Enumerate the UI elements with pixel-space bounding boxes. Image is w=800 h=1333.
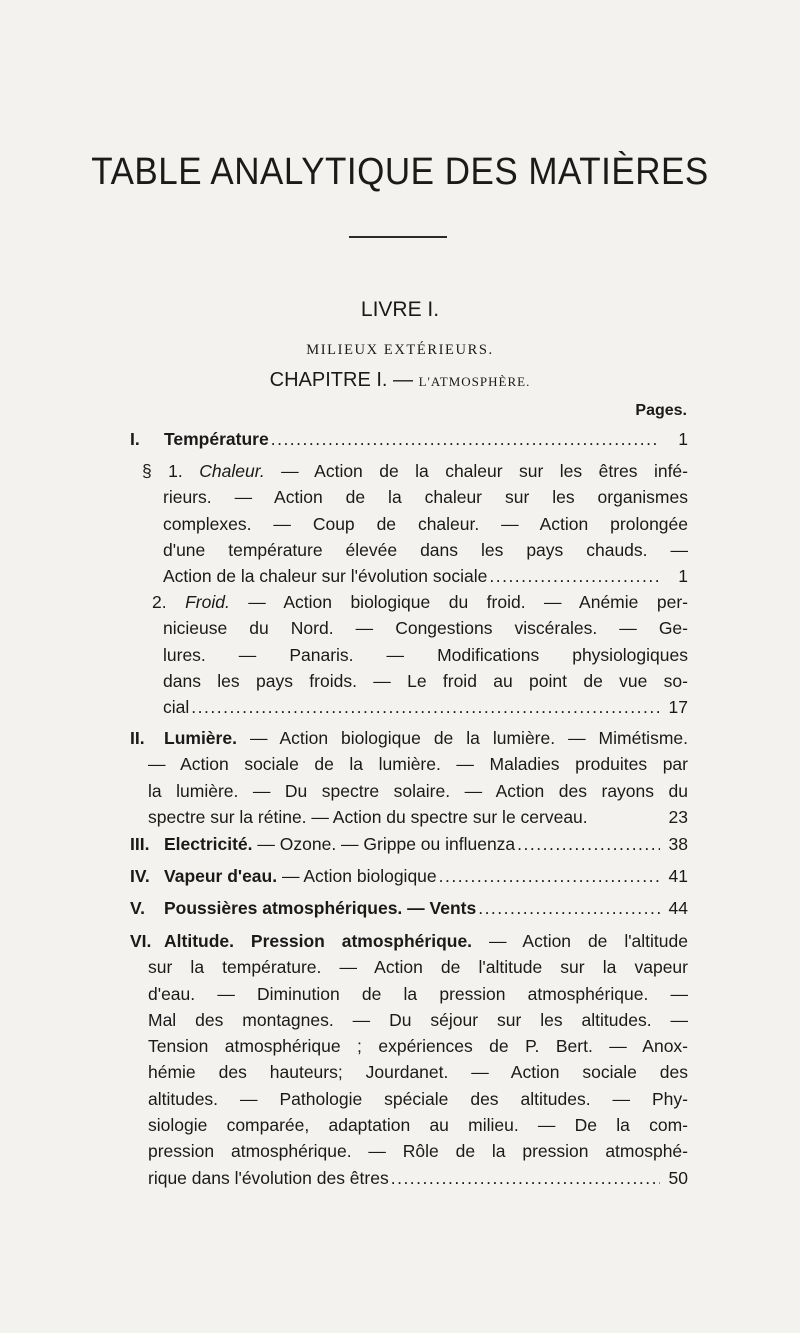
- entry-line: d'eau. — Diminution de la pression atmosphérique. —: [148, 983, 688, 1004]
- entry-title: Température: [164, 429, 269, 449]
- page-title: TABLE ANALYTIQUE DES MATIÈRES: [91, 150, 709, 193]
- entry-line: — Action de l'altitude: [472, 931, 688, 951]
- entry-line: Action biologique du froid. — Anémie per-: [283, 592, 688, 612]
- toc-entry-lumiere: [130, 725, 688, 830]
- chapitre-subtitle: L'ATMOSPHÈRE.: [418, 374, 531, 389]
- entry-line: Action de la chaleur sur les êtres infé-: [314, 461, 688, 481]
- page-number: 38: [668, 834, 688, 854]
- entry-line: complexes. — Coup de chaleur. — Action prolongée: [163, 513, 688, 534]
- entry-line: Mal des montagnes. — Du séjour sur les altitudes. —: [148, 1009, 688, 1030]
- entry-title: Chaleur. —: [199, 461, 299, 481]
- page-number: 44: [668, 898, 688, 918]
- entry-number: I.: [130, 429, 140, 449]
- leader-dots: [517, 831, 660, 857]
- entry-line: la lumière. — Du spectre solaire. — Action des rayons du: [148, 780, 688, 801]
- entry-number: § 1.: [142, 461, 183, 481]
- entry-line: siologie comparée, adaptation au milieu. — De la com-: [148, 1115, 688, 1136]
- page-number: 17: [668, 697, 688, 718]
- leader-dots: [391, 1165, 660, 1191]
- chapitre-label: CHAPITRE I. —: [269, 369, 419, 391]
- entry-line: nicieuse du Nord. — Congestions viscérales. — Ge-: [163, 618, 688, 639]
- livre-subtitle: MILIEUX EXTÉRIEURS.: [306, 342, 494, 358]
- entry-title: Altitude. Pression atmosphérique.: [164, 931, 473, 951]
- page-number: 1: [678, 566, 688, 587]
- leader-dots: [478, 895, 660, 921]
- entry-number: VI.: [130, 931, 152, 951]
- entry-line: d'une température élevée dans les pays chauds. —: [163, 539, 688, 560]
- entry-title: Poussières atmosphériques. — Vents: [164, 898, 477, 918]
- entry-line: rique dans l'évolution des êtres: [148, 1167, 389, 1188]
- page-number: 41: [668, 866, 688, 886]
- entry-line: lures. — Panaris. — Modifications physiologiques: [163, 644, 688, 665]
- entry-line: Tension atmosphérique ; expériences de P. Bert. — Anox-: [148, 1036, 688, 1057]
- entry-number: 2.: [152, 592, 167, 612]
- leader-dots: [439, 863, 660, 889]
- page-number: 50: [668, 1167, 688, 1188]
- leader-dots: [271, 426, 660, 452]
- entry-number: IV.: [130, 866, 150, 886]
- page-number: 1: [678, 429, 688, 449]
- page-number: 23: [668, 806, 688, 827]
- chapitre-heading: [0, 369, 800, 392]
- toc-entry-vapeur: [130, 863, 688, 889]
- entry-line: sur la température. — Action de l'altitude sur la vapeur: [148, 957, 688, 978]
- entry-line: pression atmosphérique. — Rôle de la pression atmosphé-: [148, 1141, 688, 1162]
- pages-label: Pages.: [635, 402, 687, 419]
- entry-line: dans les pays froids. — Le froid au point de vue so-: [163, 670, 688, 691]
- leader-dots: [489, 563, 660, 589]
- entry-title: Froid. —: [185, 592, 266, 612]
- entry-title: Electricité.: [164, 834, 253, 854]
- entry-rest: — Ozone. — Grippe ou influenza: [252, 834, 516, 854]
- toc-entry-electricite: [130, 831, 688, 857]
- entry-number: V.: [130, 898, 145, 918]
- entry-line: hémie des hauteurs; Jourdanet. — Action sociale des: [148, 1062, 688, 1083]
- entry-number: II.: [130, 728, 145, 748]
- entry-title: Lumière.: [164, 728, 237, 748]
- entry-line: altitudes. — Pathologie spéciale des altitudes. — Phy-: [148, 1088, 688, 1109]
- toc-entry-froid: [142, 589, 688, 720]
- entry-rest: — Action biologique: [277, 866, 437, 886]
- toc-entry-poussieres: [130, 895, 688, 921]
- entry-title: Vapeur d'eau.: [164, 866, 278, 886]
- title-rule: [349, 236, 447, 238]
- toc-entry-altitude: [130, 928, 688, 1191]
- toc-entry-chaleur: [142, 458, 688, 589]
- entry-line: — Action sociale de la lumière. — Maladies produites par: [148, 754, 688, 775]
- livre-heading: LIVRE I.: [360, 298, 440, 321]
- entry-line: spectre sur la rétine. — Action du spectre sur le cerveau.: [148, 806, 588, 827]
- entry-number: III.: [130, 834, 150, 854]
- entry-line: Action de la chaleur sur l'évolution sociale: [163, 566, 488, 587]
- entry-line: — Action biologique de la lumière. — Mimétisme.: [249, 728, 688, 748]
- entry-line: rieurs. — Action de la chaleur sur les organismes: [163, 487, 688, 508]
- entry-line: cial: [163, 697, 190, 718]
- leader-dots: [191, 694, 660, 720]
- toc-entry-temperature: [130, 426, 688, 452]
